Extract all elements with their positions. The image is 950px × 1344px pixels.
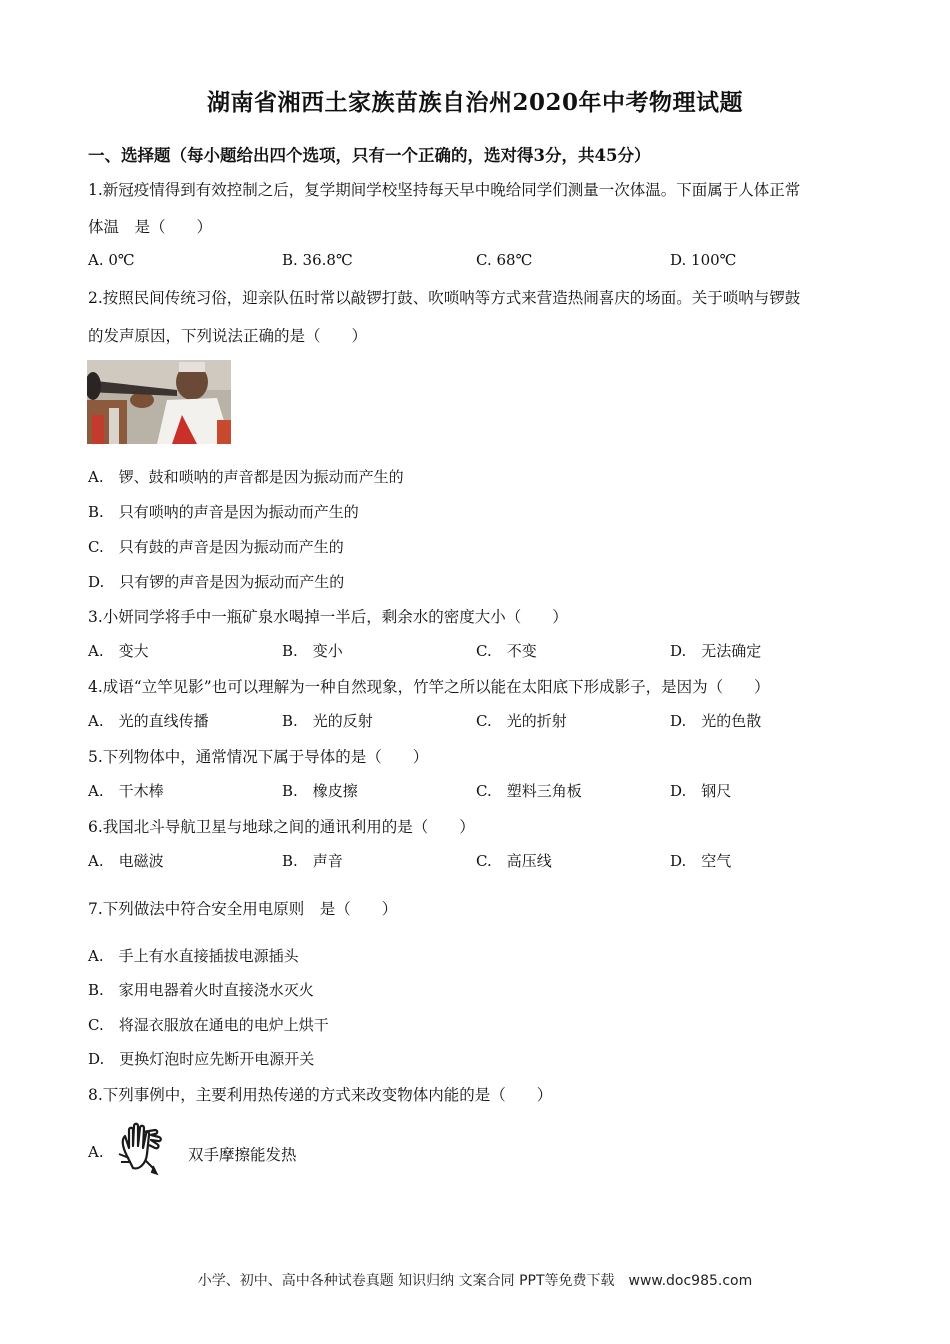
section-heading: 一、选择题（每小题给出四个选项，只有一个正确的，选对得3分，共45分） <box>88 146 651 165</box>
q6-option-d: D. 空气 <box>670 852 732 870</box>
q6-option-a: A. 电磁波 <box>88 852 164 870</box>
question-5-text: 5.下列物体中，通常情况下属于导体的是（ ） <box>88 748 429 766</box>
q1-option-d: D. 100℃ <box>670 251 737 269</box>
q5-option-c: C. 塑料三角板 <box>476 782 582 800</box>
q1-option-b: B. 36.8℃ <box>282 251 353 269</box>
q5-option-b: B. 橡皮擦 <box>282 782 358 800</box>
question-2-text-cont: 的发声原因，下列说法正确的是（ ） <box>88 327 368 345</box>
q2-option-a: A. 锣、鼓和唢呐的声音都是因为振动而产生的 <box>88 468 404 486</box>
q8-option-a-text: 双手摩擦能发热 <box>188 1146 297 1164</box>
q2-option-d: D. 只有锣的声音是因为振动而产生的 <box>88 573 345 591</box>
question-3-text: 3.小妍同学将手中一瓶矿泉水喝掉一半后，剩余水的密度大小（ ） <box>88 608 568 626</box>
q5-option-a: A. 干木棒 <box>88 782 164 800</box>
q4-option-a: A. 光的直线传播 <box>88 712 209 730</box>
q4-option-d: D. 光的色散 <box>670 712 762 730</box>
question-6-text: 6.我国北斗导航卫星与地球之间的通讯利用的是（ ） <box>88 818 475 836</box>
q3-option-c: C. 不变 <box>476 642 537 660</box>
question-4-text: 4.成语“立竿见影”也可以理解为一种自然现象，竹竿之所以能在太阳底下形成影子，是因为（ ） <box>88 678 770 696</box>
q6-option-c: C. 高压线 <box>476 852 552 870</box>
q4-option-c: C. 光的折射 <box>476 712 567 730</box>
q6-option-b: B. 声音 <box>282 852 343 870</box>
q1-option-a: A. 0℃ <box>88 251 135 269</box>
q2-option-c: C. 只有鼓的声音是因为振动而产生的 <box>88 538 344 556</box>
q5-option-d: D. 钢尺 <box>670 782 732 800</box>
question-1-text-cont: 体温 是（ ） <box>88 218 213 236</box>
suona-player-photo <box>87 360 231 444</box>
question-7-text: 7.下列做法中符合安全用电原则 是（ ） <box>88 900 398 918</box>
q3-option-b: B. 变小 <box>282 642 343 660</box>
question-2-text: 2.按照民间传统习俗，迎亲队伍时常以敲锣打鼓、吹唢呐等方式来营造热闹喜庆的场面。关于唢呐与锣鼓 <box>88 289 801 307</box>
q3-option-a: A. 变大 <box>88 642 149 660</box>
q7-option-a: A. 手上有水直接插拔电源插头 <box>88 947 299 965</box>
q7-option-c: C. 将湿衣服放在通电的电炉上烘干 <box>88 1016 329 1034</box>
q8-option-a-letter: A. <box>88 1143 104 1161</box>
q4-option-b: B. 光的反射 <box>282 712 373 730</box>
q2-option-b: B. 只有唢呐的声音是因为振动而产生的 <box>88 503 359 521</box>
question-1-text: 1.新冠疫情得到有效控制之后，复学期间学校坚持每天早中晚给同学们测量一次体温。下面属于人体正常 <box>88 181 801 199</box>
q7-option-d: D. 更换灯泡时应先断开电源开关 <box>88 1050 315 1068</box>
q7-option-b: B. 家用电器着火时直接浇水灭火 <box>88 981 314 999</box>
q1-option-c: C. 68℃ <box>476 251 533 269</box>
page-title: 湖南省湘西土家族苗族自治州2020年中考物理试题 <box>206 89 743 116</box>
page-footer: 小学、初中、高中各种试卷真题 知识归纳 文案合同 PPT等免费下载 www.doc985.com <box>197 1273 753 1289</box>
question-8-text: 8.下列事例中，主要利用热传递的方式来改变物体内能的是（ ） <box>88 1086 553 1104</box>
q3-option-d: D. 无法确定 <box>670 642 762 660</box>
rubbing-hands-icon <box>115 1122 165 1178</box>
